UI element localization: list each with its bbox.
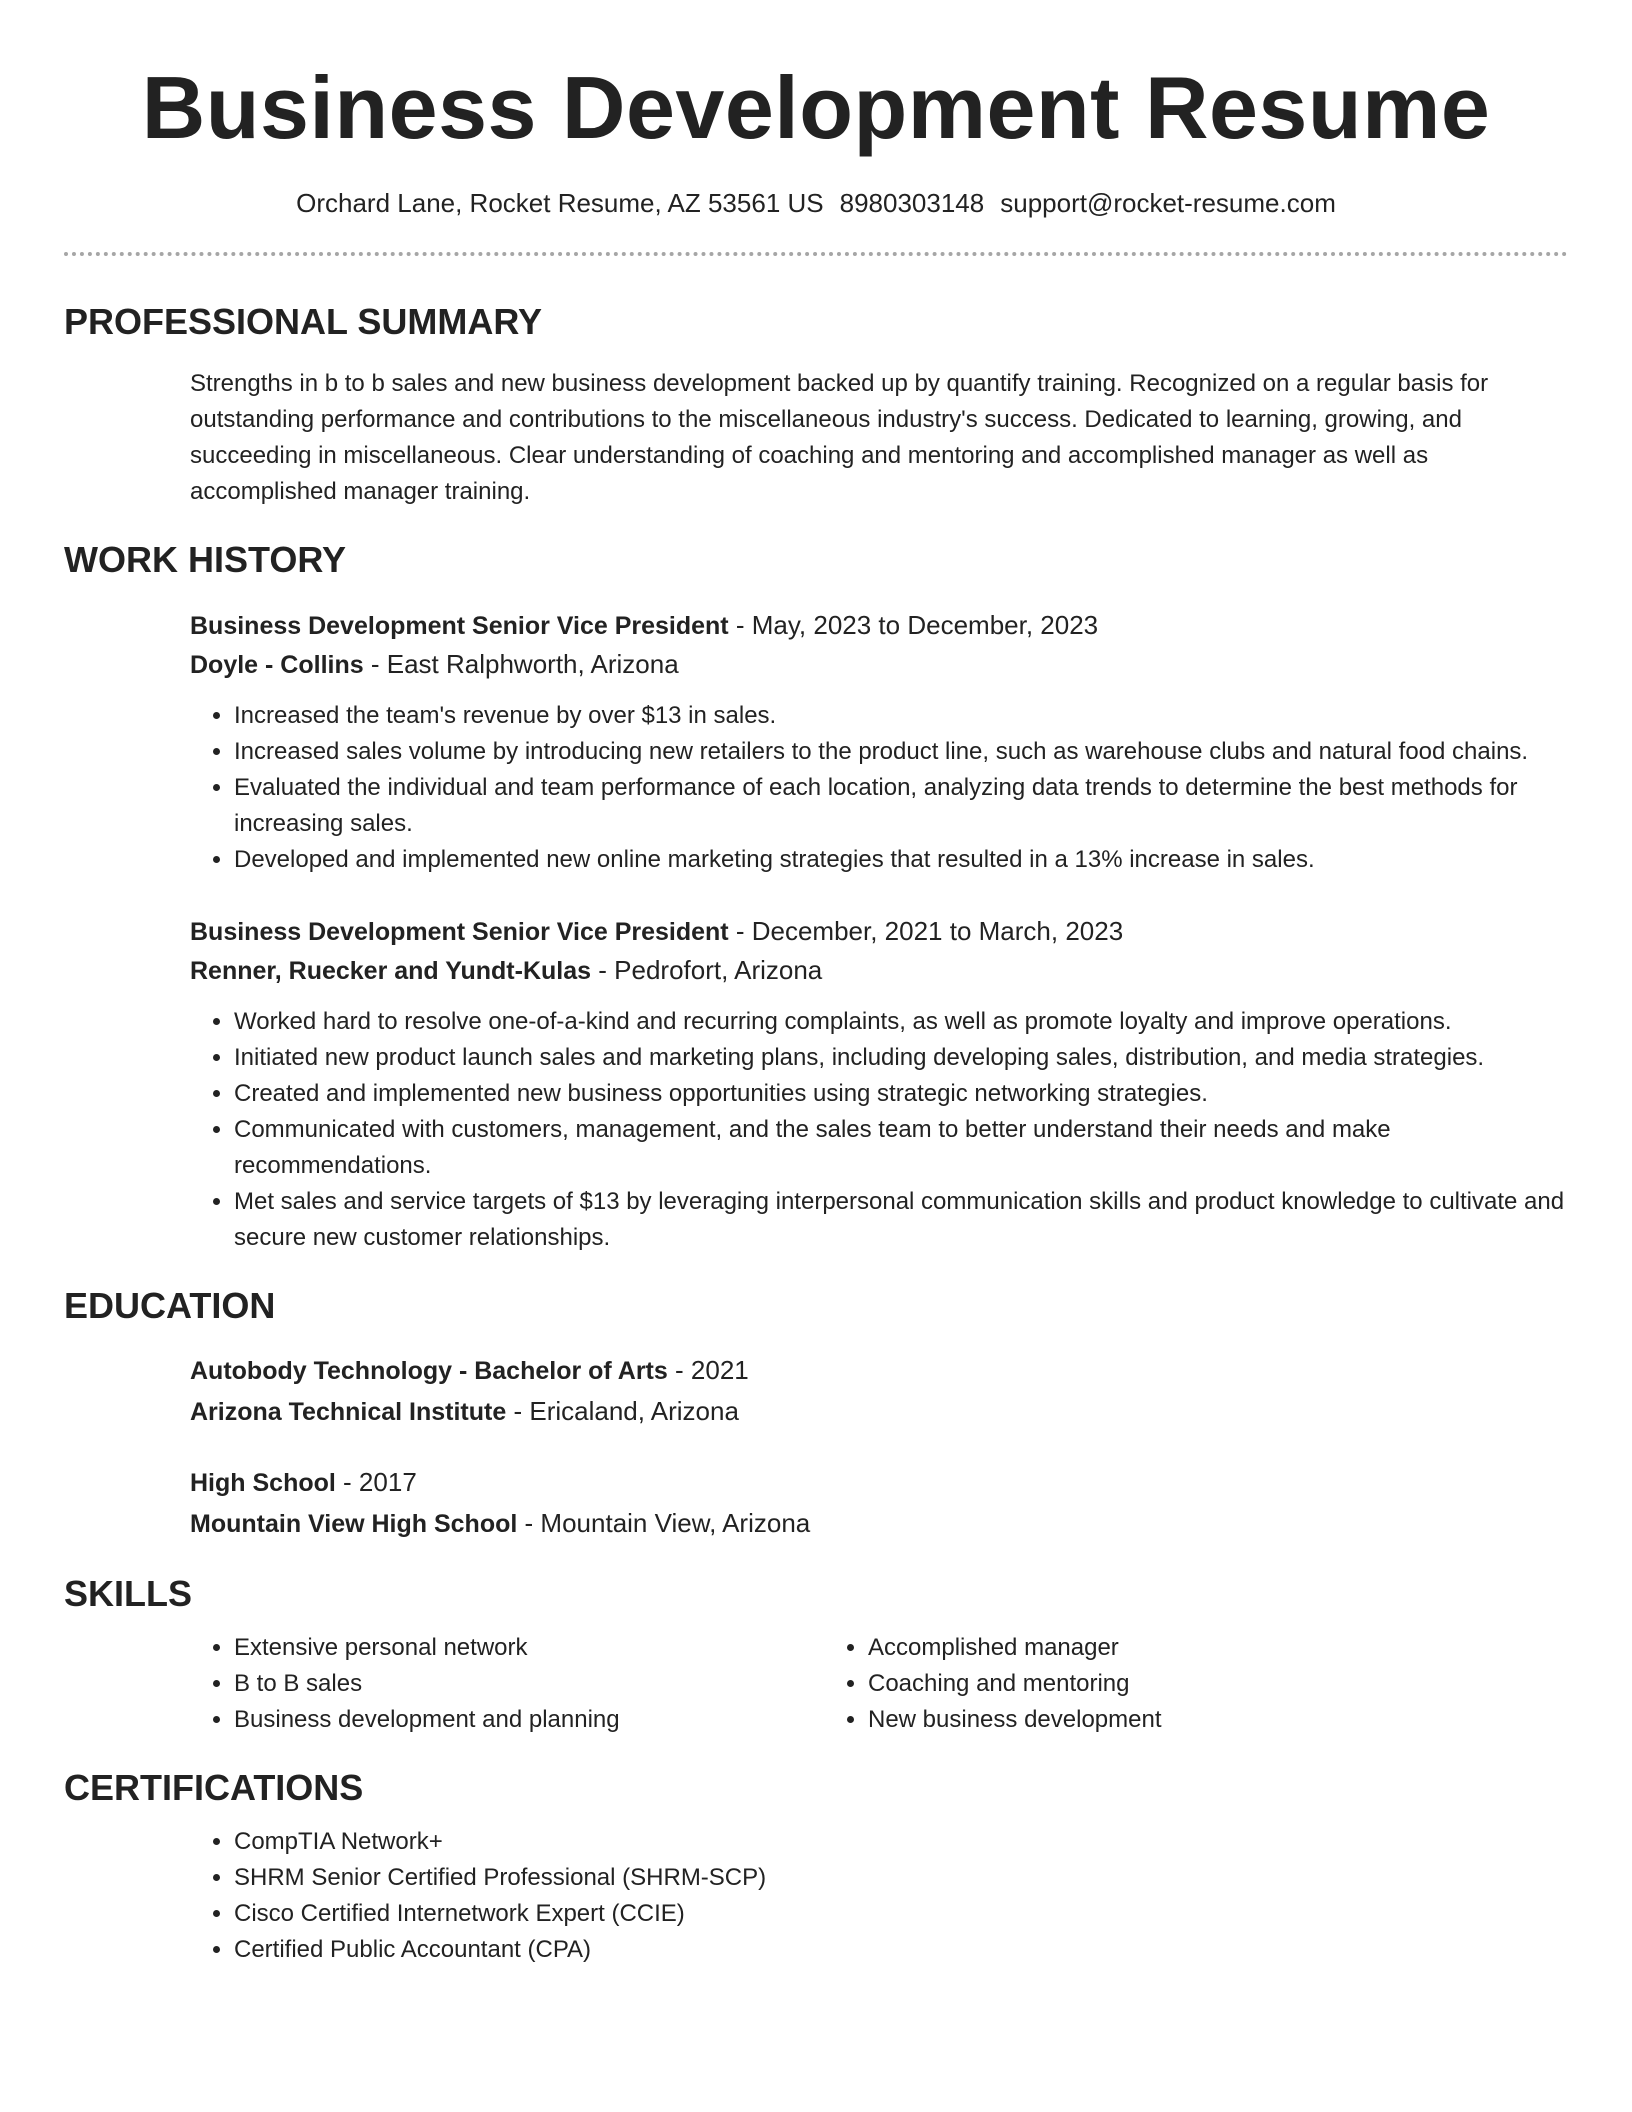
education-year: - 2021 bbox=[667, 1355, 749, 1385]
skills-list-right bbox=[824, 1630, 1458, 1738]
contact-line bbox=[64, 186, 1568, 220]
skill-item: • Business development and planning bbox=[234, 1702, 824, 1738]
skills-columns bbox=[190, 1630, 1568, 1738]
job-dates: - May, 2023 to December, 2023 bbox=[728, 610, 1099, 640]
work-history-heading: WORK HISTORY bbox=[64, 539, 347, 580]
job-location: - East Ralphworth, Arizona bbox=[363, 649, 679, 679]
education-degree-line bbox=[190, 1350, 1568, 1391]
skill-item: • B to B sales bbox=[234, 1666, 824, 1702]
education-entry bbox=[190, 1350, 1568, 1432]
job-dates: - December, 2021 to March, 2023 bbox=[728, 916, 1124, 946]
education-location: - Ericaland, Arizona bbox=[506, 1396, 739, 1426]
job-bullets bbox=[190, 1004, 1568, 1256]
job-bullet: • Created and implemented new business opportunities using strategic networking strategies. bbox=[234, 1076, 1568, 1112]
education-entry bbox=[190, 1462, 1568, 1544]
job-company-line bbox=[190, 951, 1568, 990]
contact-email[interactable]: support@rocket-resume.com bbox=[1000, 188, 1336, 218]
education-degree: High School bbox=[190, 1469, 336, 1497]
certification-item: • Certified Public Accountant (CPA) bbox=[234, 1932, 1568, 1968]
job-bullet: • Met sales and service targets of $13 by leveraging interpersonal communication skills and product knowledge to cultivate and secure new customer relationships. bbox=[234, 1184, 1568, 1256]
job-bullet: • Increased the team's revenue by over $13 in sales. bbox=[234, 698, 1568, 734]
header-divider bbox=[64, 252, 1568, 256]
education-school-line bbox=[190, 1391, 1568, 1432]
certification-item: • SHRM Senior Certified Professional (SHRM-SCP) bbox=[234, 1860, 1568, 1896]
education-location: - Mountain View, Arizona bbox=[517, 1508, 811, 1538]
education-degree: Autobody Technology - Bachelor of Arts bbox=[190, 1357, 668, 1385]
job-title: Business Development Senior Vice President bbox=[190, 918, 729, 946]
skill-item: • New business development bbox=[868, 1702, 1458, 1738]
skill-item: • Accomplished manager bbox=[868, 1630, 1458, 1666]
job-bullet: • Increased sales volume by introducing new retailers to the product line, such as warehouse clubs and natural food chains. bbox=[234, 734, 1568, 770]
summary-heading: PROFESSIONAL SUMMARY bbox=[64, 301, 543, 342]
job-title-line bbox=[190, 606, 1568, 645]
education-school: Arizona Technical Institute bbox=[190, 1398, 507, 1426]
contact-phone: 8980303148 bbox=[839, 188, 985, 218]
resume-title: Business Development Resume bbox=[141, 58, 1491, 157]
education-school: Mountain View High School bbox=[190, 1510, 518, 1538]
certifications-heading: CERTIFICATIONS bbox=[64, 1767, 364, 1808]
job-title: Business Development Senior Vice President bbox=[190, 612, 729, 640]
job-title-line bbox=[190, 912, 1568, 951]
job-location: - Pedrofort, Arizona bbox=[591, 955, 823, 985]
skills-heading: SKILLS bbox=[64, 1573, 193, 1614]
job-entry bbox=[190, 606, 1568, 684]
education-degree-line bbox=[190, 1462, 1568, 1503]
job-bullet: • Communicated with customers, management, and the sales team to better understand their needs and make recommendations. bbox=[234, 1112, 1568, 1184]
work-history-section bbox=[64, 538, 1568, 1256]
summary-section bbox=[64, 300, 1568, 510]
job-company-line bbox=[190, 645, 1568, 684]
certifications-list bbox=[190, 1824, 1568, 1968]
job-bullet: • Developed and implemented new online marketing strategies that resulted in a 13% increase in sales. bbox=[234, 842, 1568, 878]
job-bullets bbox=[190, 698, 1568, 878]
education-school-line bbox=[190, 1503, 1568, 1544]
education-year: - 2017 bbox=[335, 1467, 417, 1497]
job-bullet: • Evaluated the individual and team performance of each location, analyzing data trends to determine the best methods for increasing sales. bbox=[234, 770, 1568, 842]
skills-section bbox=[64, 1572, 1568, 1738]
education-heading: EDUCATION bbox=[64, 1285, 276, 1326]
skill-item: • Extensive personal network bbox=[234, 1630, 824, 1666]
job-company: Doyle - Collins bbox=[190, 651, 364, 679]
certification-item: • CompTIA Network+ bbox=[234, 1824, 1568, 1860]
education-section bbox=[64, 1284, 1568, 1544]
skill-item: • Coaching and mentoring bbox=[868, 1666, 1458, 1702]
job-bullet: • Initiated new product launch sales and marketing plans, including developing sales, distribution, and media strategies. bbox=[234, 1040, 1568, 1076]
certifications-section bbox=[64, 1766, 1568, 1968]
summary-text: Strengths in b to b sales and new business development backed up by quantify training. Recognized on a regular basis for outstanding performance and contributions to the miscellaneous industry's success. Dedicated to learning, growing, and succeeding in miscellaneous. Clear understanding of coaching and mentoring and accomplished manager as well as accomplished manager training. bbox=[190, 370, 1489, 505]
job-bullet: • Worked hard to resolve one-of-a-kind and recurring complaints, as well as promote loyalty and improve operations. bbox=[234, 1004, 1568, 1040]
contact-address: Orchard Lane, Rocket Resume, AZ 53561 US bbox=[296, 188, 824, 218]
certification-item: • Cisco Certified Internetwork Expert (CCIE) bbox=[234, 1896, 1568, 1932]
job-entry bbox=[190, 912, 1568, 990]
job-company: Renner, Ruecker and Yundt-Kulas bbox=[190, 957, 592, 985]
skills-list-left bbox=[190, 1630, 824, 1738]
